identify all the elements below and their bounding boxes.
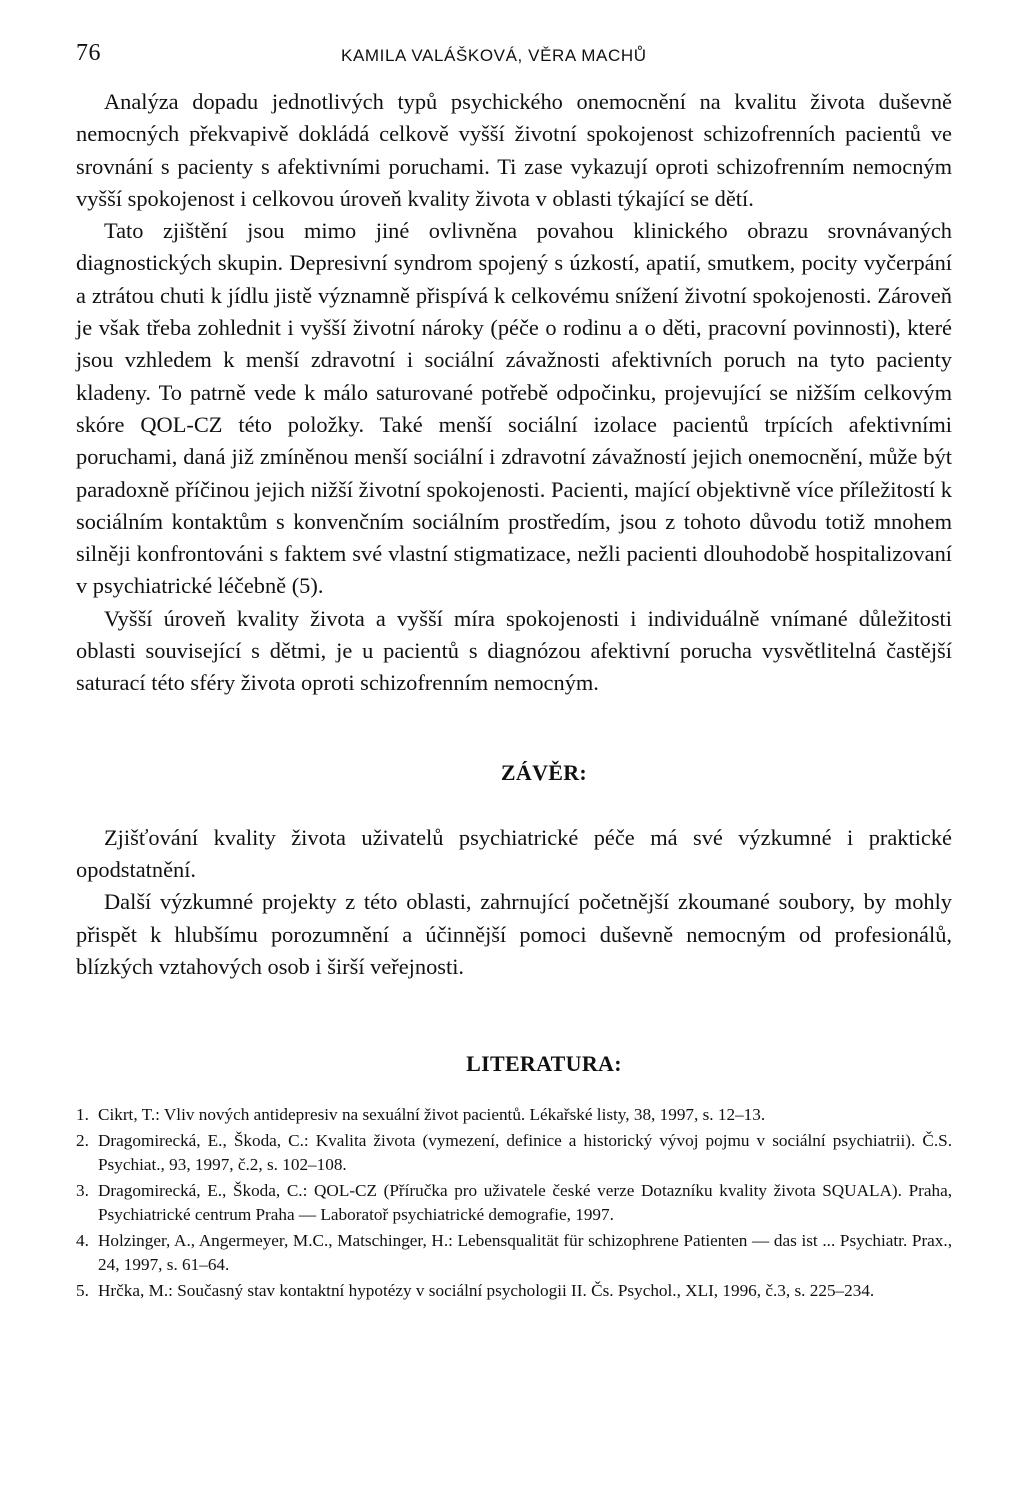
- body-paragraph: Vyšší úroveň kvality života a vyšší míra spokojenosti i individuálně vnímané důležitosti oblasti související s dětmi, je u pacientů s diagnózou afektivní porucha vysvětlitelná častější saturací této sféry života oproti schizofrenním nemocným.: [76, 605, 952, 696]
- reference-item: [76, 1279, 952, 1304]
- reference-item: [76, 1103, 952, 1128]
- reference-number: 4.: [76, 1230, 89, 1250]
- running-head: [76, 0, 952, 70]
- header-authors: KAMILA VALÁŠKOVÁ, VĚRA MACHŮ: [341, 46, 647, 65]
- reference-number: 2.: [76, 1130, 89, 1150]
- reference-text: Hrčka, M.: Současný stav kontaktní hypotézy v sociální psychologii II. Čs. Psychol., XLI, 1996, č.3, s. 225–234.: [98, 1280, 875, 1300]
- reference-item: [76, 1229, 952, 1278]
- reference-number: 3.: [76, 1180, 89, 1200]
- reference-text: Dragomirecká, E., Škoda, C.: Kvalita života (vymezení, definice a historický vývoj pojmu v sociální psychiatrii). Č.S. Psychiat., 93, 1997, č.2, s. 102–108.: [98, 1130, 952, 1175]
- conclusion-paragraph: Další výzkumné projekty z této oblasti, zahrnující početnější zkoumané soubory, by mohly přispět k hlubšímu porozumnění a účinnější pomoci duševně nemocným od profesionálů, blízkých vztahových osob i širší veřejnosti.: [76, 889, 952, 979]
- literature-heading: LITERATURA:: [466, 1051, 622, 1077]
- body-text: [76, 86, 952, 700]
- page: [76, 0, 952, 1304]
- reference-list: [76, 1103, 952, 1303]
- reference-text: Holzinger, A., Angermeyer, M.C., Matschinger, H.: Lebensqualität für schizophrene Patienten — das ist ... Psychiatr. Prax., 24, 1997, s. 61–64.: [98, 1230, 952, 1275]
- page-number: 76: [76, 40, 101, 66]
- reference-number: 5.: [76, 1280, 89, 1300]
- reference-item: [76, 1179, 952, 1228]
- reference-text: Dragomirecká, E., Škoda, C.: QOL-CZ (Příručka pro uživatele české verze Dotazníku kvality života SQUALA). Praha, Psychiatrické centrum Praha — Laboratoř psychiatrické demografie, 1997.: [98, 1180, 952, 1225]
- reference-item: [76, 1129, 952, 1178]
- conclusion-paragraph: Zjišťování kvality života uživatelů psychiatrické péče má své výzkumné i praktické opodstatnění.: [76, 824, 952, 882]
- conclusion-heading: ZÁVĚR:: [500, 759, 588, 785]
- reference-number: 1.: [76, 1105, 89, 1125]
- reference-text: Cikrt, T.: Vliv nových antidepresiv na sexuální život pacientů. Lékařské listy, 38, 1997, s. 12–13.: [98, 1105, 766, 1125]
- body-paragraph: Tato zjištění jsou mimo jiné ovlivněna povahou klinického obrazu srovnávaných diagnostických skupin. Depresivní syndrom spojený s úzkostí, apatií, smutkem, pocity vyčerpání a ztrátou chuti k jídlu jistě významně přispívá k celkovému snížení životní spokojenosti. Zároveň je však třeba zohlednit i vyšší životní nároky (péče o rodinu a o děti, pracovní povinnosti), které jsou vzhledem k menší zdravotní i sociální závažnosti afektivních poruch na tyto pacienty kladeny. To patrně vede k málo saturované potřebě odpočinku, projevující se nižším celkovým skóre QOL-CZ této položky. Také menší sociální izolace pacientů trpících afektivními poruchami, daná již zmíněnou menší sociální i zdravotní závažností jejich onemocnění, může být paradoxně příčinou jejich nižší životní spokojenosti. Pacienti, mající objektivně více příležitostí k sociálním kontaktům s konvenčním sociálním prostředím, jsou z tohoto důvodu totiž mnohem silněji konfrontováni s faktem své vlastní stigmatizace, nežli pacienti dlouhodobě hospitalizovaní v psychiatrické léčebně (5).: [76, 218, 952, 599]
- body-paragraph: Analýza dopadu jednotlivých typů psychického onemocnění na kvalitu života duševně nemocných překvapivě dokládá celkově vyšší životní spokojenost schizofrenních pacientů ve srovnání s pacienty s afektivními poruchami. Ti zase vykazují oproti schizofrenním nemocným vyšší spokojenost i celkovou úroveň kvality života v oblasti týkající se dětí.: [76, 89, 952, 211]
- conclusion-text: [76, 822, 952, 983]
